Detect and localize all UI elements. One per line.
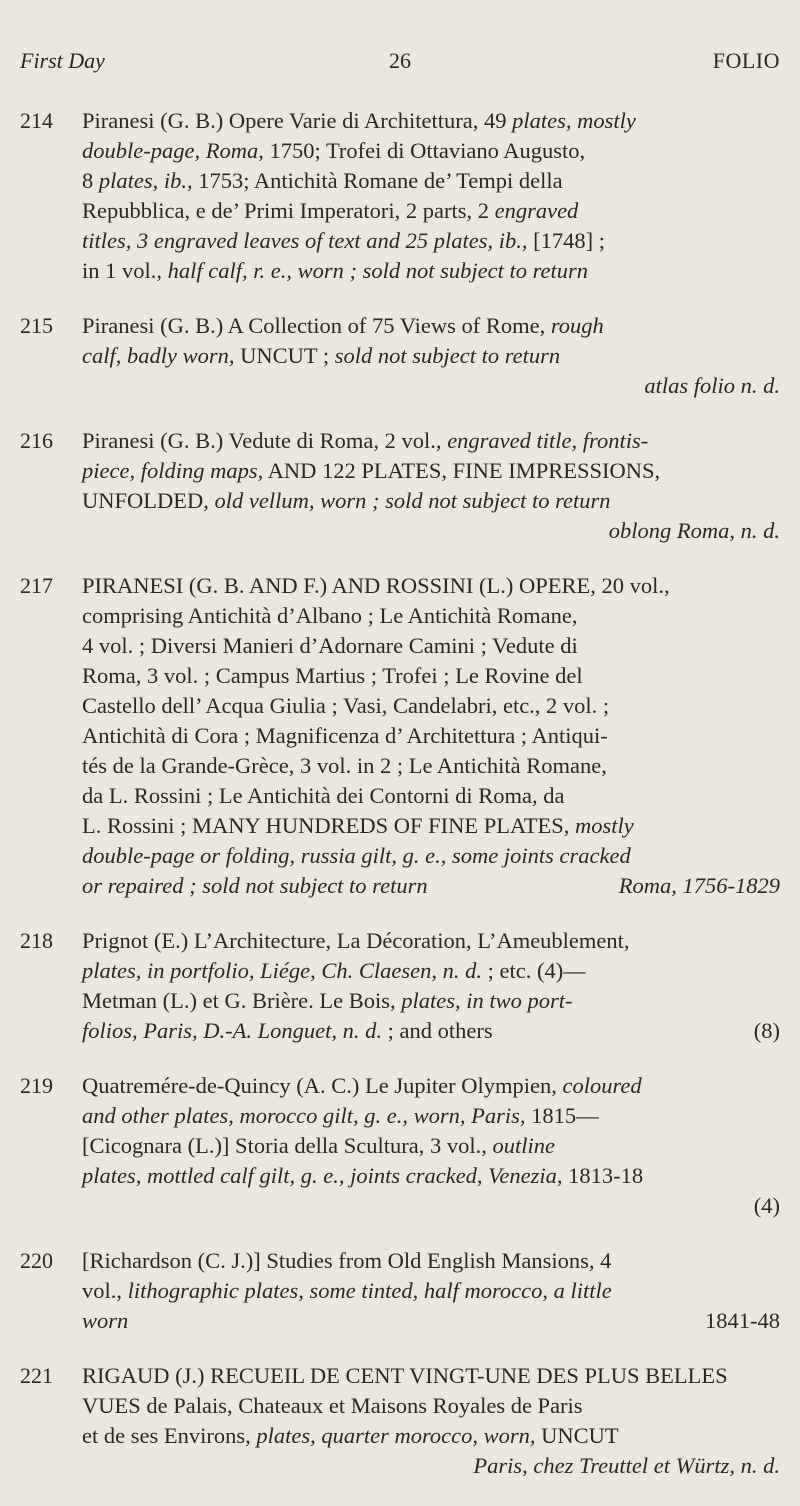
description-text: Piranesi (G. B.) Vedute di Roma, 2 vol., (82, 428, 448, 453)
lot-entry (20, 311, 780, 401)
description-line (82, 956, 780, 986)
description-line (82, 1246, 780, 1276)
description-text: Piranesi (G. B.) Opere Varie di Architettura, 49 (82, 108, 513, 133)
imprint-text: atlas folio n. d. (644, 373, 780, 398)
description-line (82, 811, 780, 841)
description-text: plates, mottled calf gilt, g. e., joints cracked, Venezia, (82, 1163, 563, 1188)
description-line (82, 426, 780, 456)
description-line (82, 1276, 780, 1306)
description-text: UNCUT (234, 343, 323, 368)
description-text: or repaired ; sold not subject to return (82, 873, 428, 898)
running-head (20, 48, 780, 74)
description-text: L. Rossini ; (82, 813, 193, 838)
description-line (82, 226, 780, 256)
lot-number: 221 (20, 1363, 53, 1388)
lot-description (82, 926, 780, 1046)
lot-number: 218 (20, 928, 53, 953)
description-line (82, 136, 780, 166)
description-text: vol., (82, 1278, 128, 1303)
lot-entry (20, 106, 780, 286)
description-line (82, 196, 780, 226)
description-line (82, 311, 780, 341)
description-text: half calf, r. e., worn ; sold not subject to return (167, 258, 589, 283)
lot-entry (20, 571, 780, 901)
lot-description (82, 1361, 780, 1481)
description-line (82, 1161, 780, 1191)
description-line (82, 341, 780, 371)
description-text: sold not subject to return (334, 343, 561, 368)
description-line (82, 1391, 780, 1421)
description-line (82, 841, 780, 871)
lot-number: 215 (20, 313, 53, 338)
description-text: plates, ib., (98, 168, 193, 193)
day-heading: First Day (20, 48, 105, 73)
description-text: plates, in portfolio, Liége, Ch. Claesen, n. d. (82, 958, 482, 983)
lot-entry (20, 1246, 780, 1336)
description-line (82, 1016, 780, 1046)
description-line (82, 781, 780, 811)
description-text: plates, quarter morocco, worn, (256, 1423, 536, 1448)
description-line (82, 256, 780, 286)
format-heading: FOLIO (712, 48, 780, 73)
description-text: Repubblica, e de’ Primi Imperatori, 2 parts, 2 (82, 198, 495, 223)
imprint-text: Paris, chez Treuttel et Würtz, n. d. (473, 1453, 780, 1478)
description-line (82, 1306, 780, 1336)
lot-list (20, 106, 780, 1506)
description-text: da L. Rossini ; Le Antichità dei Contorni di Roma, da (82, 783, 565, 808)
lot-entry (20, 1071, 780, 1221)
description-text: old vellum, worn ; sold not subject to return (214, 488, 611, 513)
description-text: comprising Antichità d’Albano ; Le Antichità Romane, (82, 603, 578, 628)
lot-description (82, 1071, 780, 1221)
lot-entry (20, 426, 780, 546)
description-text: 1753; Antichità Romane de’ Tempi della (192, 168, 563, 193)
description-line (82, 751, 780, 781)
lot-number: 216 (20, 428, 53, 453)
lot-description (82, 1246, 780, 1336)
description-text: MANY HUNDREDS OF FINE PLATES, (192, 813, 575, 838)
page-number: 26 (389, 48, 411, 73)
description-text: ; etc. (4)— (482, 958, 586, 983)
description-line (82, 1131, 780, 1161)
imprint-text: 1841-48 (705, 1308, 780, 1333)
lot-description (82, 106, 780, 286)
description-line (82, 986, 780, 1016)
description-text: piece, folding maps, (82, 458, 264, 483)
lot-description (82, 311, 780, 401)
description-text: ; (322, 343, 335, 368)
description-text: Quatremére-de-Quincy (A. C.) Le Jupiter Olympien, (82, 1073, 563, 1098)
description-text: outline (492, 1133, 556, 1158)
description-text: Castello dell’ Acqua Giulia ; Vasi, Candelabri, etc., 2 vol. ; (82, 693, 610, 718)
description-line (82, 1421, 780, 1451)
description-line (82, 871, 780, 901)
description-text: 1750; Trofei di Ottaviano Augusto, (263, 138, 586, 163)
imprint-text: (8) (753, 1018, 780, 1043)
description-text: in 1 vol., (82, 258, 168, 283)
description-text: 20 vol., (595, 573, 670, 598)
description-text: engraved title, frontis- (447, 428, 649, 453)
description-line (82, 571, 780, 601)
description-text: [Cicognara (L.)] Storia della Scultura, 3 vol., (82, 1133, 493, 1158)
description-text: [Richardson (C. J.)] Studies from Old English Mansions, 4 (82, 1248, 612, 1273)
description-line (82, 721, 780, 751)
description-line (82, 486, 780, 516)
description-line (82, 1101, 780, 1131)
description-text: AND 122 PLATES, FINE IMPRESSIONS, (263, 458, 661, 483)
description-line (82, 106, 780, 136)
description-text: RIGAUD (J.) RECUEIL DE CENT VINGT-UNE DES PLUS BELLES (82, 1363, 728, 1388)
lot-number: 214 (20, 108, 53, 133)
description-text: Antichità di Cora ; Magnificenza d’ Architettura ; Antiqui- (82, 723, 608, 748)
description-line (82, 166, 780, 196)
description-line (82, 661, 780, 691)
description-text: lithographic plates, some tinted, half morocco, a little (127, 1278, 612, 1303)
description-text: Piranesi (G. B.) A Collection of 75 Views of Rome, (82, 313, 551, 338)
description-text: UNCUT (535, 1423, 619, 1448)
description-text: plates, mostly (512, 108, 636, 133)
lot-number: 220 (20, 1248, 53, 1273)
description-text: tés de la Grande-Grèce, 3 vol. in 2 ; Le Antichità Romane, (82, 753, 607, 778)
description-text: titles, 3 engraved leaves of text and 25 plates, ib., (82, 228, 528, 253)
imprint-text: (4) (753, 1193, 780, 1218)
lot-description (82, 426, 780, 546)
lot-description (82, 571, 780, 901)
lot-entry (20, 1361, 780, 1481)
description-text: UNFOLDED, (82, 488, 215, 513)
description-text: Roma, 3 vol. ; Campus Martius ; Trofei ; Le Rovine del (82, 663, 583, 688)
description-line (82, 631, 780, 661)
description-text: [1748] ; (527, 228, 606, 253)
description-text: PIRANESI (G. B. AND F.) AND ROSSINI (L.) OPERE, (82, 573, 596, 598)
lot-number: 217 (20, 573, 53, 598)
imprint-text: Roma, 1756-1829 (618, 873, 780, 898)
description-line (82, 1361, 780, 1391)
description-line (82, 456, 780, 486)
description-text: folios, Paris, D.-A. Longuet, n. d. (82, 1018, 383, 1043)
description-text: 4 vol. ; Diversi Manieri d’Adornare Camini ; Vedute di (82, 633, 578, 658)
description-text: Prignot (E.) L’Architecture, La Décoration, L’Ameublement, (82, 928, 630, 953)
description-line (82, 1071, 780, 1101)
description-text: mostly (574, 813, 634, 838)
description-text: 1815— (525, 1103, 599, 1128)
description-text: 8 (82, 168, 99, 193)
description-text: engraved (494, 198, 579, 223)
description-text: plates, in two port- (401, 988, 573, 1013)
description-line (82, 601, 780, 631)
description-text: 1813-18 (562, 1163, 644, 1188)
description-text: worn (82, 1308, 129, 1333)
description-text: double-page or folding, russia gilt, g. e., some joints cracked (82, 843, 631, 868)
description-text: Metman (L.) et G. Brière. Le Bois, (82, 988, 402, 1013)
imprint-text: oblong Roma, n. d. (608, 518, 780, 543)
description-text: calf, badly worn, (82, 343, 235, 368)
description-text: ; and others (382, 1018, 493, 1043)
description-text: VUES (82, 1393, 141, 1418)
lot-entry (20, 926, 780, 1046)
description-text: coloured (562, 1073, 642, 1098)
description-text: de Palais, Chateaux et Maisons Royales de Paris (140, 1393, 583, 1418)
description-text: et de ses Environs, (82, 1423, 257, 1448)
description-text: and other plates, morocco gilt, g. e., worn, Paris, (82, 1103, 526, 1128)
description-line (82, 926, 780, 956)
description-text: rough (550, 313, 604, 338)
lot-number: 219 (20, 1073, 53, 1098)
description-text: double-page, Roma, (82, 138, 264, 163)
description-line (82, 691, 780, 721)
